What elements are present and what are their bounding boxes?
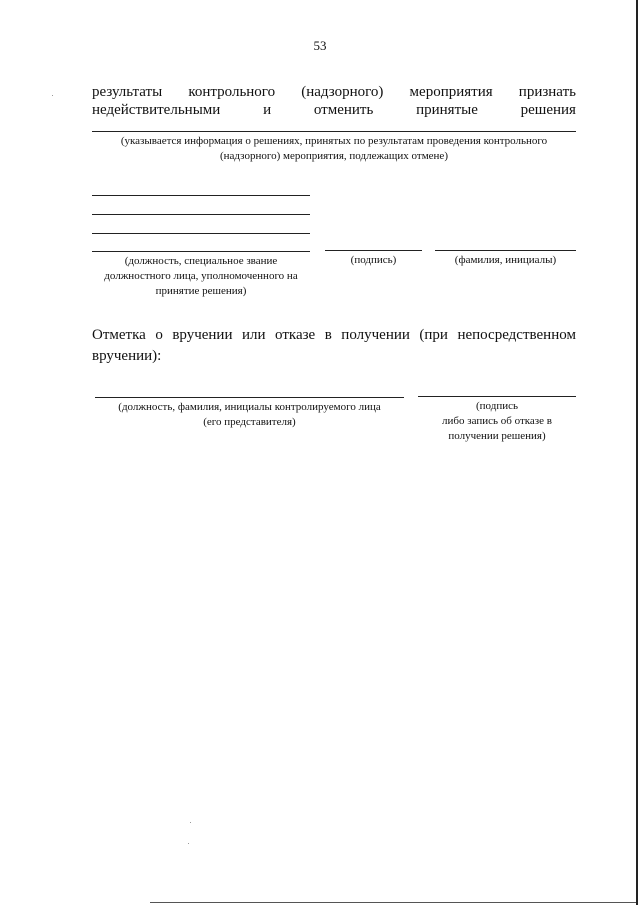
decisions-fill-line: [92, 131, 576, 132]
word: Отметка: [92, 327, 146, 343]
word: принятые: [416, 102, 478, 118]
position-fill-line-4: [92, 251, 310, 252]
decisions-caption-line-1: (указывается информация о решениях, принятых по результатам проведения контрольного: [120, 135, 548, 147]
position-caption-line-1: (должность, специальное звание: [124, 255, 278, 267]
word: и: [263, 102, 272, 118]
recipient-signature-caption: [418, 399, 576, 444]
signature-fill-line: [325, 250, 422, 251]
word: (при: [419, 327, 448, 343]
word: в: [324, 327, 332, 343]
word: контрольного: [188, 84, 276, 100]
word: вручении: [172, 327, 233, 343]
word: получении: [341, 327, 410, 343]
recipient-signature-fill-line: [418, 396, 576, 397]
signature-caption: (подпись): [350, 254, 397, 266]
position-caption-line-2: должностного лица, уполномоченного на: [104, 270, 298, 282]
word: непосредственном: [457, 327, 576, 343]
word: результаты: [92, 84, 163, 100]
page-edge-bottom: [150, 902, 636, 903]
decisions-caption: [92, 134, 576, 164]
page-number: 53: [313, 38, 327, 53]
word: отказе: [275, 327, 316, 343]
position-fill-line-3: [92, 233, 310, 234]
word: недействительными: [92, 102, 221, 118]
recipient-signature-caption-line-1: (подпись: [475, 400, 518, 412]
word: признать: [518, 84, 576, 100]
scan-speck: [190, 822, 191, 823]
name-caption: (фамилия, инициалы): [454, 254, 557, 266]
decisions-caption-line-2: (надзорного) мероприятия, подлежащих отмене): [220, 150, 448, 162]
delivery-note-line-2: вручении):: [92, 348, 162, 364]
word: решения: [520, 102, 576, 118]
page-edge-right: [636, 0, 638, 905]
recipient-signature-caption-line-2: либо запись об отказе в: [442, 415, 552, 427]
paragraph-line-1: [92, 84, 576, 101]
position-fill-line-2: [92, 214, 310, 215]
position-fill-line-1: [92, 195, 310, 196]
delivery-note-line-1: [92, 327, 576, 344]
position-caption-line-3: принятие решения): [155, 285, 247, 297]
word: о: [155, 327, 163, 343]
name-fill-line: [435, 250, 576, 251]
recipient-signature-caption-line-3: получении решения): [448, 430, 546, 442]
recipient-caption: [95, 400, 404, 430]
recipient-caption-line-1: (должность, фамилия, инициалы контролируемого лица: [118, 401, 381, 413]
word: мероприятия: [409, 84, 493, 100]
position-caption: [92, 254, 310, 299]
word: отменить: [313, 102, 374, 118]
scan-speck: [52, 95, 53, 96]
word: или: [241, 327, 266, 343]
word: (надзорного): [301, 84, 384, 100]
recipient-caption-line-2: (его представителя): [203, 416, 296, 428]
scan-speck: [188, 843, 189, 844]
paragraph-line-2: [92, 102, 576, 119]
recipient-fill-line: [95, 397, 404, 398]
